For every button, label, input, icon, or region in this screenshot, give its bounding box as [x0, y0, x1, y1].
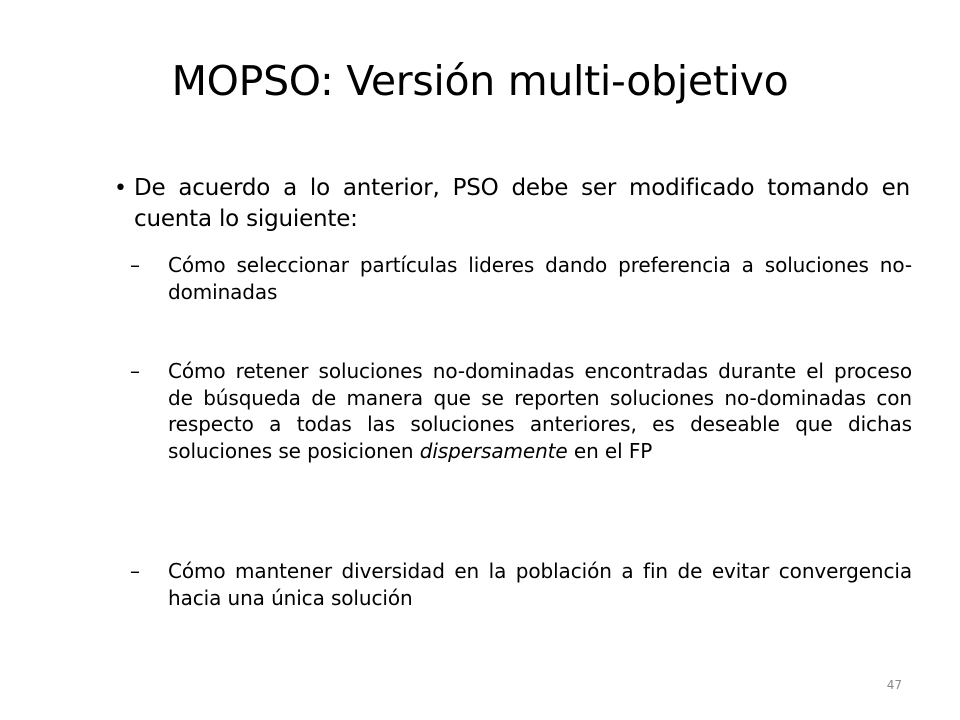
sub-item-diversity	[130, 558, 912, 611]
sub-item-text	[168, 358, 912, 464]
sub-item-marker: –	[130, 559, 140, 583]
slide-title: MOPSO: Versión multi-objetivo	[171, 57, 789, 105]
sub-item-text-main: Cómo retener soluciones no-dominadas encontradas durante el proceso de búsqueda de manera que se reporten soluciones no-dominadas con respecto a todas las soluciones anteriores, es deseable que dichas soluciones se posicionen	[168, 359, 912, 463]
sub-item-marker: –	[130, 253, 140, 277]
sub-item-retain	[130, 358, 912, 464]
sub-item-leaders	[130, 252, 912, 305]
sub-item-marker: –	[130, 359, 140, 383]
page-number: 47	[886, 678, 902, 692]
sub-item-text: Cómo seleccionar partículas lideres dando preferencia a soluciones no-dominadas	[168, 253, 912, 304]
sub-item-text: Cómo mantener diversidad en la población a fin de evitar convergencia hacia una única solución	[168, 559, 912, 610]
sub-item-text-emphasis: dispersamente	[419, 438, 568, 463]
sub-item-text-end: en el FP	[567, 438, 653, 463]
bullet-item	[96, 173, 910, 235]
bullet-marker: •	[114, 176, 127, 201]
bullet-text: De acuerdo a lo anterior, PSO debe ser modificado tomando en cuenta lo siguiente:	[134, 175, 910, 232]
